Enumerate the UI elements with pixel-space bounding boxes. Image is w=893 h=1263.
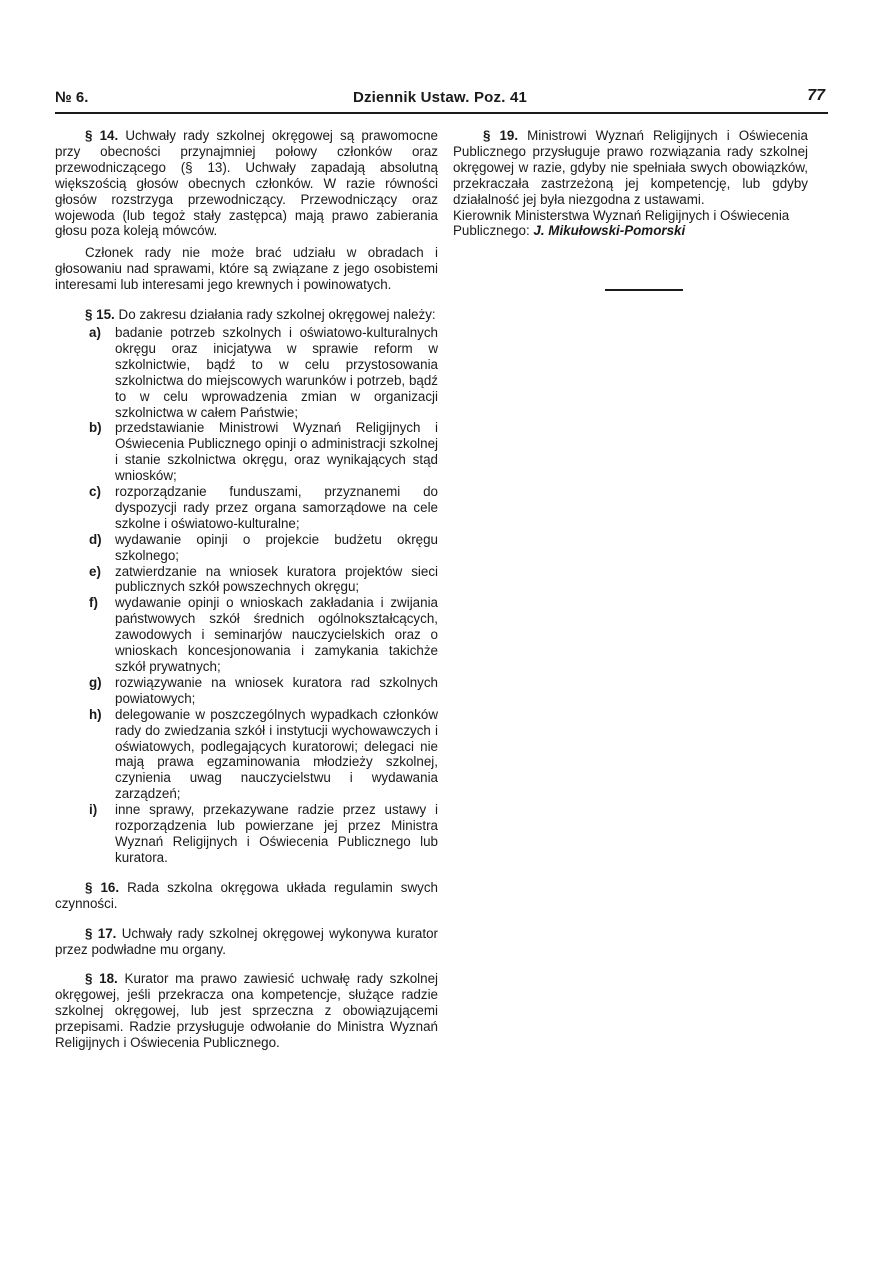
end-rule [605,289,683,291]
list-item-text: przedstawianie Ministrowi Wyznań Religijnych i Oświecenia Publicznego opinji o administracji szkolnej i stanie szkolnictwa okręgu, oraz wynikających stąd wniosków; [115,420,438,484]
section-15-intro-text: Do zakresu działania rady szkolnej okręgowej należy: [118,307,436,323]
list-item-text: rozwiązywanie na wniosek kuratora rad szkolnych powiatowych; [115,674,438,706]
section-17-text: Uchwały rady szkolnej okręgowej wykonywa kurator przez podwładne mu organy. [55,925,438,957]
journal-title: Dziennik Ustaw. Poz. 41 [352,89,528,106]
signature-title: Kierownik Ministerstwa Wyznań Religijnych i Oświecenia Publicznego: [453,207,790,239]
list-item-text: badanie potrzeb szkolnych i oświatowo-kulturalnych okręgu oraz inicjatywa w sprawie reform w szkolnictwie, bądź to w celu przystosowania szkolnictwa do miejscowych warunków i potrzeb, bądź to w celu wprowadzenia zmian w organizacji szkolnictwa w całem Państwie; [115,324,438,420]
section-17 [55,926,438,958]
section-19-number: § 19. [483,128,519,143]
list-item-letter: a) [89,324,101,340]
list-item [55,802,438,866]
list-item-letter: i) [89,802,98,818]
page-number: 77 [807,87,825,104]
section-18 [55,971,438,1051]
issue-number: № 6. [55,89,89,106]
list-item-text: inne sprawy, przekazywane radzie przez ustawy i rozporządzenia lub powierzane jej przez Ministra Wyznań Religijnych i Oświecenia Publicznego lub kuratora. [115,802,438,865]
list-item-letter: e) [89,563,101,579]
list-item-text: rozporządzanie funduszami, przyznanemi do dyspozycji rady przez organa samorządowe na cele szkolne i oświatowo-kulturalne; [115,484,438,531]
list-item-letter: c) [89,484,101,500]
section-15-list [55,325,438,866]
signature-name: J. Mikułowski-Pomorski [533,223,686,239]
list-item [55,484,438,532]
list-item [55,325,438,420]
right-column [453,128,808,239]
section-16-text: Rada szkolna okręgowa układa regulamin swych czynności. [55,879,438,911]
section-15 [55,307,438,866]
section-15-intro [55,307,438,323]
section-16-number: § 16. [85,879,120,895]
list-item-letter: b) [89,420,102,436]
list-item-letter: d) [89,531,102,547]
section-14 [55,128,438,293]
signature-block [453,208,808,240]
section-14-number: § 14. [85,128,119,143]
section-14-paragraph-2: Członek rady nie może brać udziału w obradach i głosowaniu nad sprawami, które są związane z jego osobistemi interesami lub interesami jego krewnych i powinowatych. [55,245,438,293]
list-item [55,420,438,484]
left-column [55,128,438,1051]
section-19-paragraph [453,128,808,208]
section-17-number: § 17. [85,925,117,941]
section-16-paragraph [55,880,438,912]
list-item-text: wydawanie opinji o wnioskach zakładania i zwijania państwowych szkół średnich ogólnokształcących, zawodowych i seminarjów nauczycielskich oraz o wnioskach koncesjonowania i zamykania takichże szkół prywatnych; [115,595,438,674]
section-18-paragraph [55,971,438,1051]
list-item-letter: f) [89,595,98,611]
section-16 [55,880,438,912]
page-header [55,89,825,113]
list-item-letter: h) [89,706,102,722]
section-17-paragraph [55,926,438,958]
list-item-text: wydawanie opinji o projekcie budżetu okręgu szkolnego; [115,531,438,563]
section-15-number: § 15. [85,307,115,323]
section-19 [453,128,808,208]
section-18-number: § 18. [85,971,118,987]
section-19-text: Ministrowi Wyznań Religijnych i Oświecenia Publicznego przysługuje prawo rozwiązania rady szkolnej okręgowej w razie, gdyby nie spełniała swych obowiązków, przekraczała zastrzeżoną jej kompetencję, lub gdyby działalność jej była niezgodna z ustawami. [453,128,808,207]
list-item [55,675,438,707]
section-14-text-1: Uchwały rady szkolnej okręgowej są prawomocne przy obecności przynajmniej połowy członków oraz przewodniczącego (§ 13). Uchwały zapadają absolutną większością głosów obecnych członków. W razie równości głosów rozstrzyga przewodniczący. Przewodniczący oraz wojewoda (lub tegoż stały zastępca) mają prawo zabierania głosu poza koleją mówców. [55,128,438,239]
section-18-text: Kurator ma prawo zawiesić uchwałę rady szkolnej okręgowej, jeśli przekracza ona kompetencje, służące radzie szkolnej okręgowej, lub jest sprzeczna z obowiązującemi przepisami. Radzie przysługuje odwołanie do Ministra Wyznań Religijnych i Oświecenia Publicznego. [55,971,438,1051]
header-rule [55,112,828,114]
list-item [55,707,438,802]
section-14-paragraph-1 [55,128,438,239]
list-item [55,564,438,596]
list-item-text: delegowanie w poszczególnych wypadkach członków rady do zwiedzania szkół i instytucji wychowawczych i oświatowych, podlegających kuratorowi; delegaci nie mają prawa egzaminowania młodzieży szkolnej, czynienia uwag nauczycielstwu i wydawania zarządzeń; [115,706,438,802]
list-item-text: zatwierdzanie na wniosek kuratora projektów sieci publicznych szkół powszechnych okręgu; [115,563,438,595]
list-item [55,595,438,675]
list-item-letter: g) [89,674,102,690]
list-item [55,532,438,564]
